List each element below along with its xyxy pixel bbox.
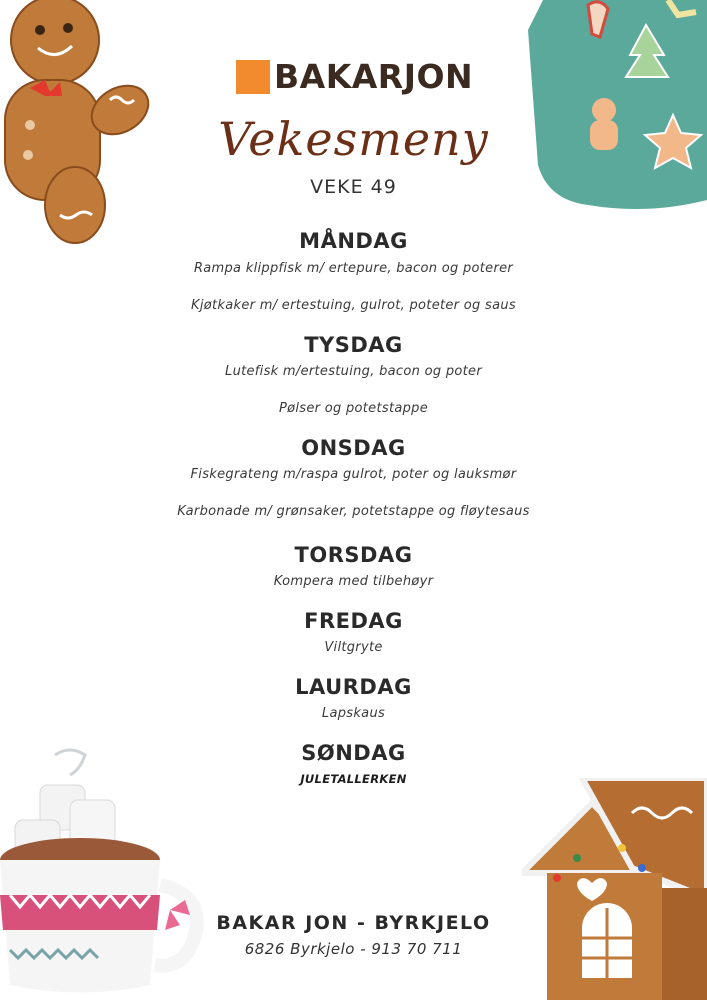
day-heading-friday: FREDAG [304, 609, 403, 633]
dish-item: JULETALLERKEN [300, 772, 407, 786]
day-heading-saturday: LAURDAG [295, 675, 412, 699]
week-label: VEKE 49 [310, 176, 397, 198]
brand-name: BAKARJON [274, 57, 474, 96]
dish-item: Karbonade m/ grønsaker, potetstappe og fløytesaus [177, 504, 530, 519]
day-heading-sunday: SØNDAG [301, 741, 406, 765]
dish-item: Kompera med tilbehøyr [273, 574, 434, 589]
dish-item: Lutefisk m/ertestuing, bacon og poter [225, 364, 482, 379]
dish-item: Pølser og potetstappe [278, 401, 429, 416]
logo-square-icon [236, 60, 270, 94]
day-heading-wednesday: ONSDAG [301, 436, 406, 460]
day-heading-thursday: TORSDAG [294, 543, 413, 567]
brand-logo [236, 57, 473, 96]
day-heading-monday: MÅNDAG [299, 229, 408, 253]
footer-address: 6826 Byrkjelo - 913 70 711 [244, 940, 463, 958]
dish-item: Fiskegrateng m/raspa gulrot, poter og lauksmør [190, 467, 517, 482]
gingerbread-house-illustration [522, 778, 707, 1000]
dish-item: Kjøtkaker m/ ertestuing, gulrot, poteter og saus [191, 298, 516, 313]
dish-item: Rampa klippfisk m/ ertepure, bacon og poterer [193, 261, 514, 276]
dish-item: Lapskaus [321, 706, 386, 721]
dish-item: Viltgryte [324, 640, 383, 655]
footer-business-name: BAKAR JON - BYRKJELO [216, 912, 491, 934]
day-heading-tuesday: TYSDAG [304, 333, 403, 357]
page-title: Vekesmeny [218, 112, 489, 166]
